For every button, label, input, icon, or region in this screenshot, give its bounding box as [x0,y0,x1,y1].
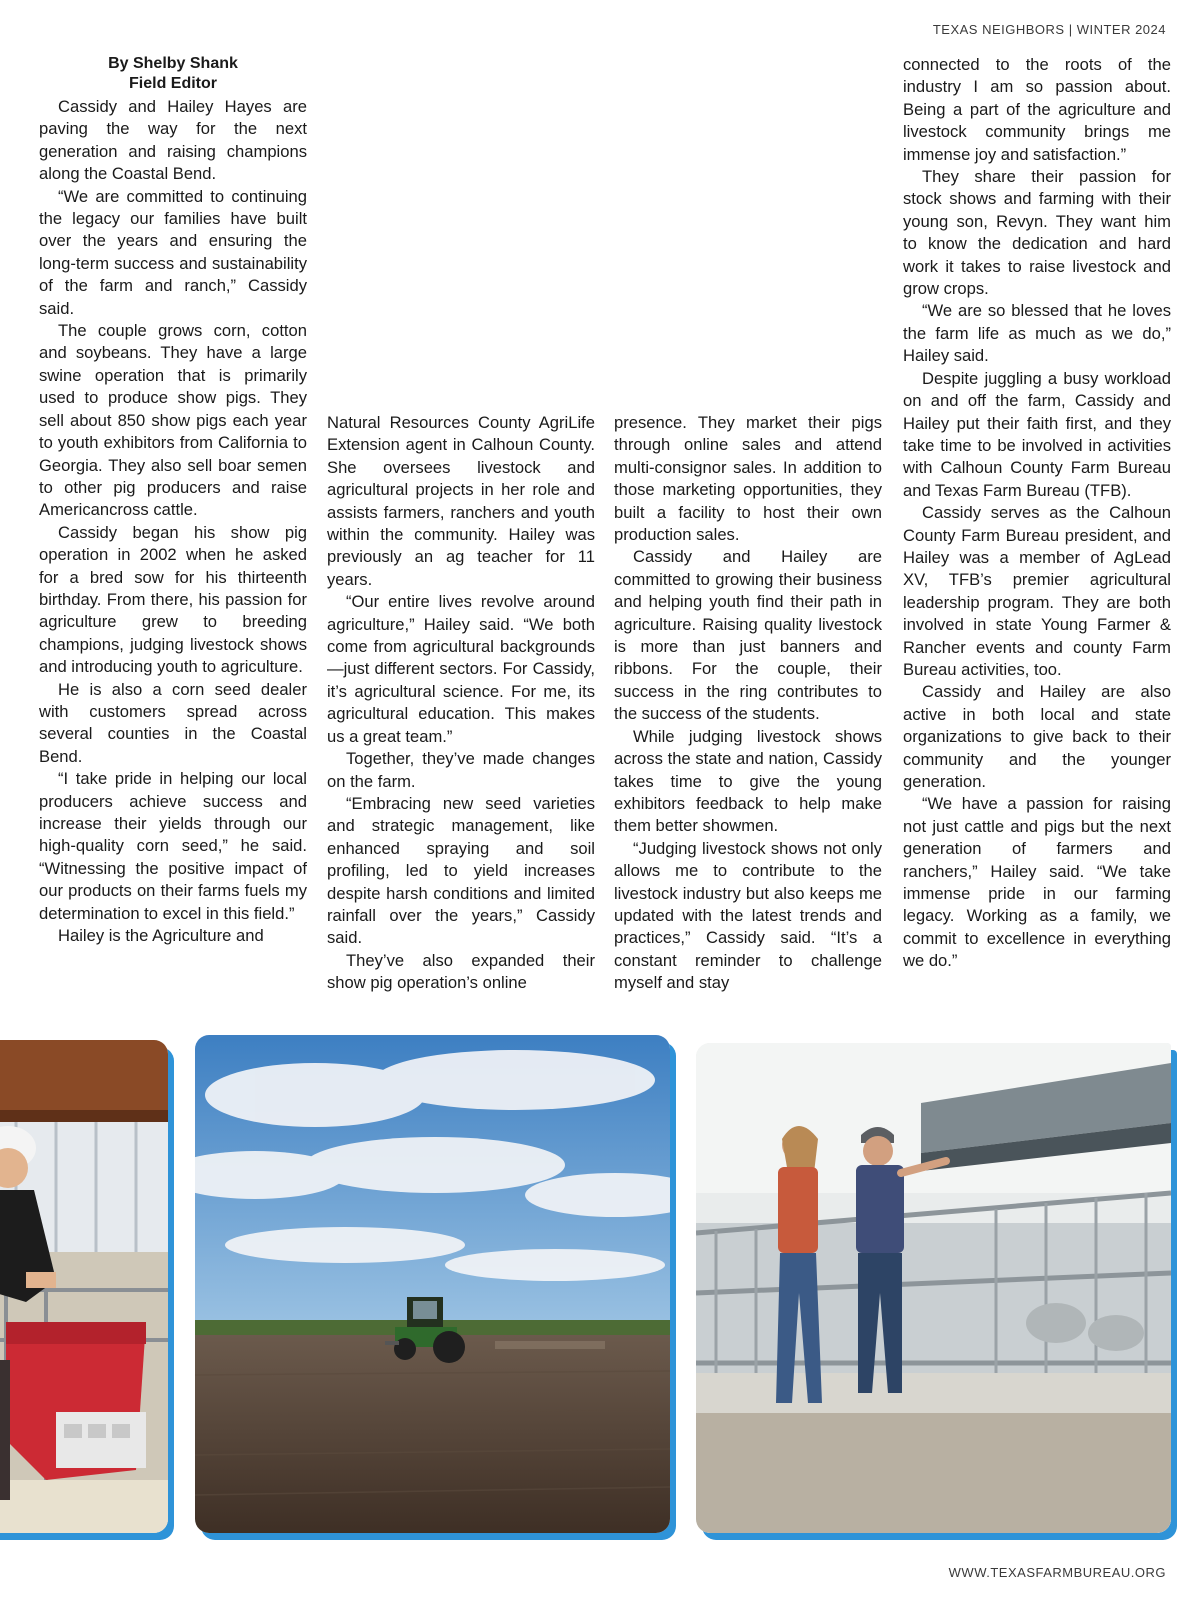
article-paragraph: Despite juggling a busy workload on and off the farm, Cassidy and Hailey put their faith first, and they take time to be involved in activities with Calhoun County Farm Bureau and Texas Farm Bureau (TFB). [903,368,1171,500]
tractor-in-field-photo [195,1035,670,1533]
article-paragraph: “Embracing new seed varieties and strategic management, like enhanced spraying and soil profiling, led to yield increases despite harsh conditions and limited rainfall over the years,” Cassidy said. [327,793,595,948]
article-paragraph: “We are committed to continuing the legacy our families have built over the years and ensuring the long-term success and sustainability of the farm and ranch,” Cassidy said. [39,186,307,318]
article-paragraph: connected to the roots of the industry I am so passion about. Being a part of the agriculture and livestock community brings me immense joy and satisfaction.” [903,55,1171,164]
article-column-1 [39,54,307,947]
article-column-4 [903,54,1171,973]
article-paragraph: Together, they’ve made changes on the farm. [327,749,595,791]
article-paragraph: “I take pride in helping our local producers achieve success and increase their yields through our high-quality corn seed,” he said. “Witnessing the positive impact of our products on their farms fuels my determination to excel in this field.” [39,769,307,923]
article-paragraph: Hailey is the Agriculture and [58,926,264,946]
article-paragraph: He is also a corn seed dealer with customers spread across several counties in the Coastal Bend. [39,679,307,766]
article-paragraph: Cassidy and Hailey are committed to growing their business and helping youth find their path in agriculture. Raising quality livestock is more than just banners and ribbons. For the couple, their success in the ring contributes to the success of the students. [614,547,882,724]
article-paragraph: The couple grows corn, cotton and soybeans. They have a large swine operation that is primarily used to produce show pigs. They sell about 850 show pigs each year to youth exhibitors from California to Georgia. They also sell boar semen to other pig producers and raise Americancross cattle. [39,321,307,520]
article-column-2 [327,412,595,995]
running-head: TEXAS NEIGHBORS | WINTER 2024 [932,22,1166,37]
article-paragraph: “We have a passion for raising not just cattle and pigs but the next generation of farmers and ranchers,” Hailey said. “We take immense pride in our farming legacy. Working as a family, we commit to excellence in everything we do.” [903,794,1171,971]
article-paragraph: presence. They market their pigs through online sales and attend multi-consignor sales. In addition to those marketing opportunities, they built a facility to host their own production sales. [614,413,882,545]
article-paragraph: They share their passion for stock shows and farming with their young son, Revyn. They want him to know the dedication and hard work it takes to raise livestock and grow crops. [903,167,1171,299]
boy-at-pig-feeder-photo [0,1040,168,1533]
article-column-3 [614,412,882,995]
byline [39,54,307,94]
footer-url: WWW.TEXASFARMBUREAU.ORG [948,1565,1166,1580]
article-paragraph: Cassidy serves as the Calhoun County Farm Bureau president, and Hailey was a member of AgLead XV, TFB’s premier agricultural leadership program. They are both involved in state Young Farmer & Rancher events and county Farm Bureau activities, too. [903,503,1171,679]
article-paragraph: “Judging livestock shows not only allows me to contribute to the livestock industry but also keeps me updated with the latest trends and practices,” Cassidy said. “It’s a constant reminder to challenge myself and stay [614,838,882,993]
couple-at-pig-pens-photo [696,1043,1171,1533]
byline-name: By Shelby Shank [108,55,238,72]
article-paragraph: They’ve also expanded their show pig operation’s online [327,950,595,993]
article-paragraph: Cassidy and Hailey Hayes are paving the way for the next generation and raising champions along the Coastal Bend. [39,97,307,184]
article-paragraph: Cassidy and Hailey are also active in both local and state organizations to give back to their community and the younger generation. [903,682,1171,791]
article-paragraph: Cassidy began his show pig operation in 2002 when he asked for a bred sow for his thirteenth birthday. From there, his passion for agriculture grew to breeding champions, judging livestock shows and introducing youth to agriculture. [39,522,307,677]
article-paragraph: Natural Resources County AgriLife Extension agent in Calhoun County. She oversees livestock and agricultural projects in her role and assists farmers, ranchers and youth within the community. Hailey was previously an ag teacher for 11 years. [327,413,595,589]
byline-title: Field Editor [129,75,217,92]
article-paragraph: While judging livestock shows across the state and nation, Cassidy takes time to give the young exhibitors feedback to help make them better showmen. [614,726,882,836]
article-paragraph: “We are so blessed that he loves the farm life as much as we do,” Hailey said. [903,301,1171,366]
article-paragraph: “Our entire lives revolve around agriculture,” Hailey said. “We both come from agricultural backgrounds—just different sectors. For Cassidy, it’s agricultural science. For me, its agricultural education. This makes us a great team.” [327,592,595,746]
